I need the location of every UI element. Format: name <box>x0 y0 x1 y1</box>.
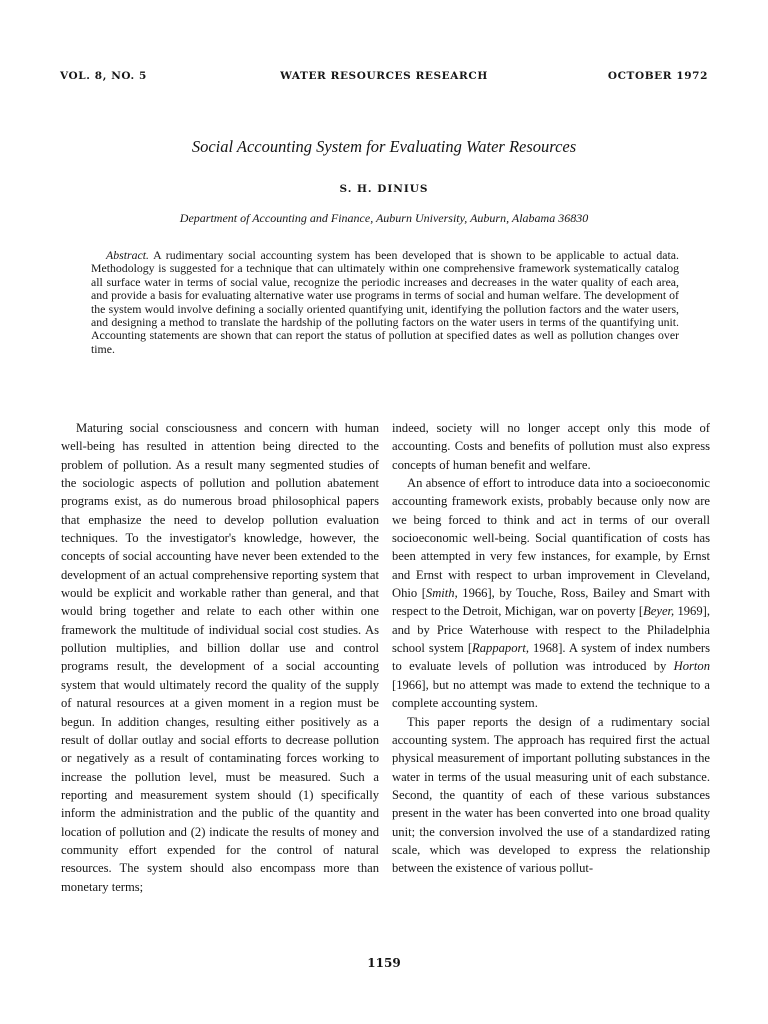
citation-author: Smith, <box>425 586 458 601</box>
article-title: Social Accounting System for Evaluating Water Resources <box>191 137 577 156</box>
citation-author: Horton <box>673 659 710 674</box>
abstract <box>91 249 679 356</box>
affiliation: Department of Accounting and Finance, Auburn University, Auburn, Alabama 36830 <box>179 211 589 225</box>
volume-issue: VOL. 8, NO. 5 <box>60 70 147 82</box>
citation-author: Rappaport, <box>472 641 530 656</box>
page-number: 1159 <box>367 956 401 970</box>
citation-author: Beyer, <box>643 604 675 619</box>
journal-name: WATER RESOURCES RESEARCH <box>280 70 488 82</box>
paragraph-continued: indeed, society will no longer accept only this mode of accounting. Costs and benefits of pollution must also express concepts of human benefit and welfare. <box>392 421 710 472</box>
paragraph: This paper reports the design of a rudimentary social accounting system. The approach has required first the actual physical measurement of important polluting substances in the water in terms of the usual measuring unit of each substance. Second, the quantity of each of these various substances present in the water has been converted into one broad quality unit; the conversion involved the use of a standardized rating scale, which was developed to express the relationship between the existence of various pollut- <box>392 714 710 876</box>
body-column-left <box>61 419 379 896</box>
publication-date: OCTOBER 1972 <box>607 70 708 82</box>
abstract-text: A rudimentary social accounting system has been developed that is shown to be applicable to actual data. Methodology is suggested for a technique that can ultimately within one comprehensive framework systematically catalog all surface water in terms of social value, recognize the periodic increases and decreases in the water quality of each area, and provide a basis for evaluating alternative water use programs in terms of social and human welfare. The development of the system would involve defining a socially oriented quantifying unit, identifying the pollution factors and the water users, and designing a method to translate the hardship of the polluting factors on the water users in terms of the quantifying unit. Accounting statements are shown that can report the status of pollution at specified dates as well as pollution changes over time. <box>91 248 679 356</box>
author: S. H. DINIUS <box>339 183 429 195</box>
abstract-label: Abstract. <box>106 248 149 262</box>
body-column-right <box>392 419 710 878</box>
paragraph: An absence of effort to introduce data into a socioeconomic accounting framework exists, probably because only now are we being forced to think and act in terms of our overall socioeconomic well-being. Social quantification of costs has been attempted in very few instances, for example, by Ernst and Ernst with respect to urban improvement in Cleveland, Ohio [Smith, 1966], by Touche, Ross, Bailey and Smart with respect to the Detroit, Michigan, war on poverty [Beyer, 1969], and by Price Waterhouse with respect to the Philadelphia school system [Rappaport, 1968]. A system of index numbers to evaluate levels of pollution was introduced by Horton [1966], but no attempt was made to extend the technique to a complete accounting system. <box>392 476 711 711</box>
paragraph: Maturing social consciousness and concern with human well-being has resulted in attention being directed to the problem of pollution. As a result many segmented studies of the sociologic aspects of pollution and pollution abatement programs exist, as do numerous broad philosophical papers that emphasize the need to develop pollution evaluation techniques. To the investigator's knowledge, however, the concepts of social accounting have never been extended to the development of an actual comprehensive reporting system that would be explicit and workable rather than general, and that would bring together and relate to each other within one framework the multitude of individual social cost studies. As pollution multiplies, and billion dollar use and control programs result, the development of a social accounting system that would ultimately record the quality of the supply of natural resources at a given moment in a region must be begun. In addition changes, resulting either positively as a result of dollar outlay and social efforts to decrease pollution or negatively as a result of contaminating forces working to increase the pollution level, must be measured. Such a reporting and measurement system should (1) specifically inform the administration and the public of the quantity and location of pollution and (2) indicate the results of money and community effort expended for the control of natural resources. The system should also encompass more than monetary terms; <box>61 421 379 894</box>
